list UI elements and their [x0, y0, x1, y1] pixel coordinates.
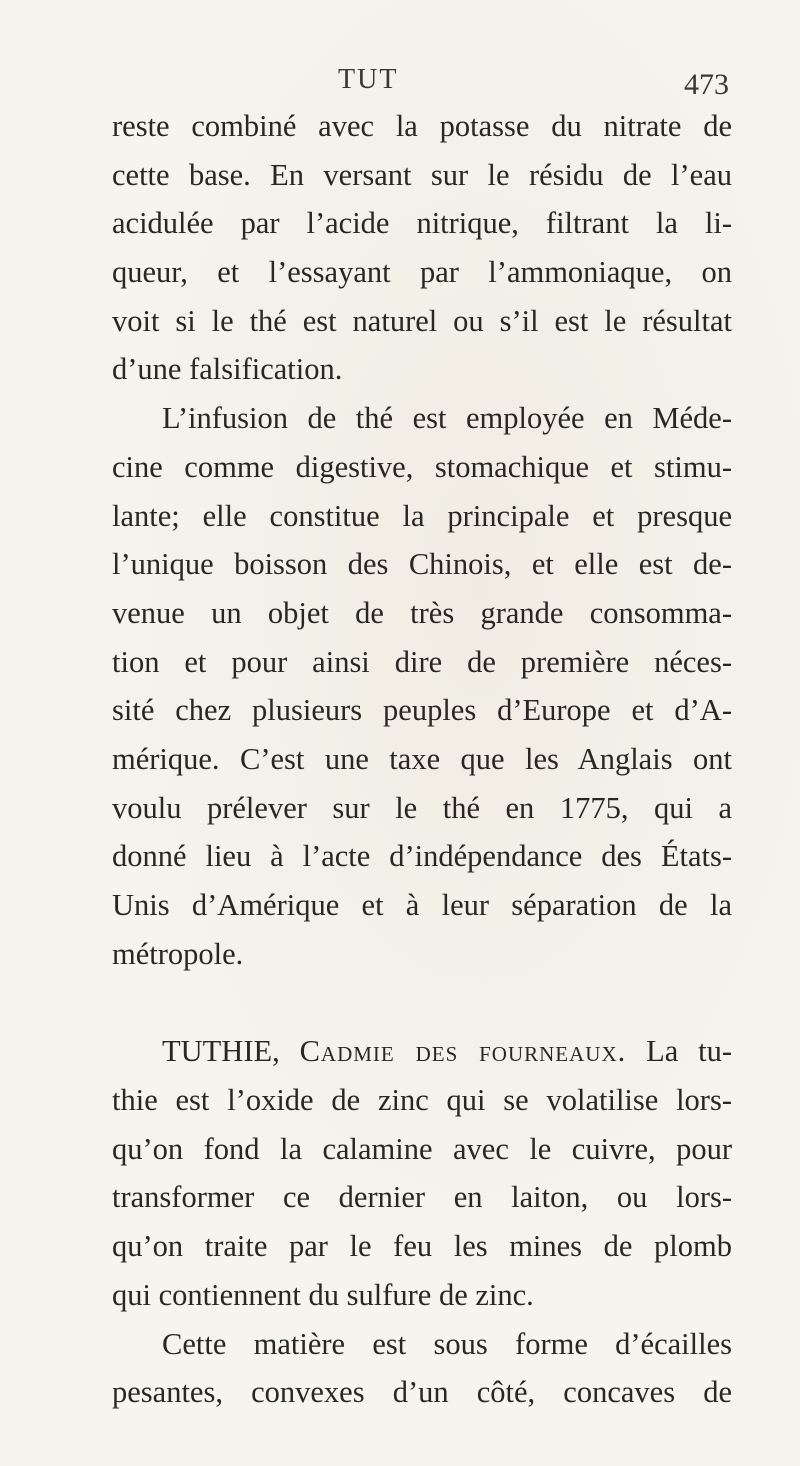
running-head: [0, 64, 800, 104]
text-line: sité chez plusieurs peuples d’Europe et d’A-: [112, 693, 732, 728]
text-line: pesantes, convexes d’un côté, concaves de: [112, 1375, 732, 1410]
text-line: cette base. En versant sur le résidu de l’eau: [112, 157, 732, 192]
text-line: lante; elle constitue la principale et presque: [112, 498, 732, 533]
text-line: d’une falsification.: [112, 352, 343, 387]
text-line: Unis d’Amérique et à leur séparation de la: [112, 888, 732, 922]
text-line: venue un objet de très grande consomma-: [112, 595, 732, 630]
entry-headword: TUTHIE,: [162, 1034, 280, 1069]
page-number: 473: [684, 68, 729, 101]
text-block: [112, 102, 732, 1417]
paragraph-description: [112, 1320, 732, 1417]
text-line: thie est l’oxide de zinc qui se volatilise lors-: [112, 1083, 732, 1118]
text-line: voulu prélever sur le thé en 1775, qui a: [112, 790, 732, 825]
text-line: mérique. C’est une taxe que les Anglais ont: [112, 741, 732, 776]
text-line: l’unique boisson des Chinois, et elle est de-: [112, 547, 732, 582]
entry-separator: [112, 978, 732, 1027]
entry-first-line: [112, 1027, 732, 1076]
paragraph-continued: [112, 102, 732, 394]
text-line: métropole.: [112, 936, 244, 971]
text-line: qui contiennent du sulfure de zinc.: [112, 1277, 534, 1312]
text-line: donné lieu à l’acte d’indépendance des États-: [112, 839, 732, 874]
text-line: transformer ce dernier en laiton, ou lors-: [112, 1180, 732, 1215]
entry-first-line-rest: La tu-: [646, 1034, 732, 1069]
text-line: qu’on fond la calamine avec le cuivre, pour: [112, 1131, 732, 1166]
text-line: cine comme digestive, stomachique et stimu-: [112, 449, 732, 484]
text-line: reste combiné avec la potasse du nitrate de: [112, 109, 732, 143]
running-head-title: TUT: [338, 64, 399, 95]
text-line: queur, et l’essayant par l’ammoniaque, on: [112, 255, 732, 290]
entry-synonym: Cadmie des fourneaux.: [299, 1034, 627, 1069]
text-line: qu’on traite par le feu les mines de plomb: [112, 1229, 732, 1264]
text-line: Cette matière est sous forme d’écailles: [162, 1326, 732, 1361]
text-line: L’infusion de thé est employée en Méde-: [162, 401, 732, 436]
paragraph-tea-infusion: [112, 394, 732, 978]
dictionary-entry-tuthie: [112, 1027, 732, 1319]
text-line: acidulée par l’acide nitrique, filtrant la li-: [112, 206, 732, 241]
text-line: tion et pour ainsi dire de première néces-: [112, 644, 732, 679]
text-line: voit si le thé est naturel ou s’il est le résultat: [112, 303, 732, 338]
